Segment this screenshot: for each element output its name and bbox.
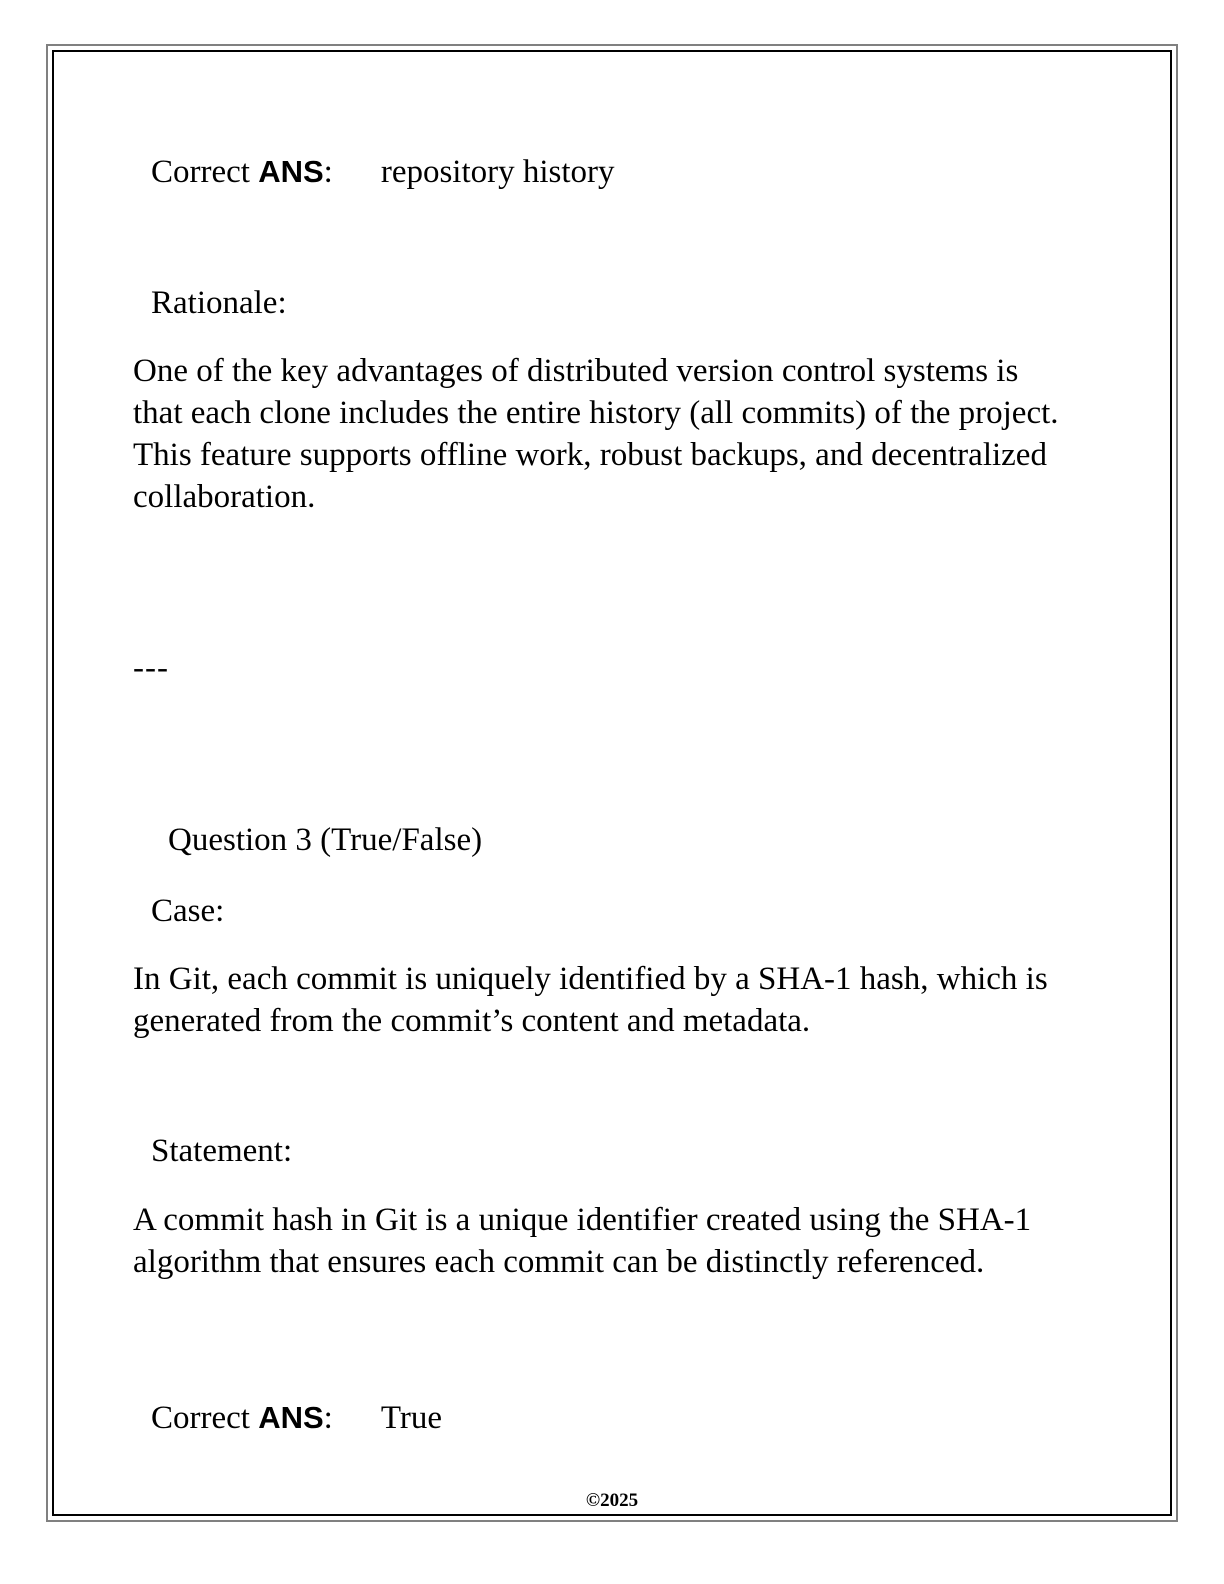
correct-answer-3 (151, 1396, 1073, 1441)
rationale-text: One of the key advantages of distributed version control systems is that each clone includes the entire history (all commits) of the project. This feature supports offline work, robust backups, and decentralized collaboration. (133, 353, 1059, 515)
section-divider: --- (133, 649, 169, 686)
correct-answer-1-prefix: Correct (151, 154, 259, 190)
correct-answer-1-value: repository history (380, 154, 615, 190)
question-3-title: Question 3 (True/False) (168, 822, 483, 859)
page-footer-copyright: ©2025 (585, 1490, 639, 1511)
statement-heading: Statement: (151, 1133, 293, 1170)
correct-answer-3-prefix: Correct (151, 1399, 259, 1436)
correct-answer-1-suffix: : (323, 154, 333, 190)
case-text: In Git, each commit is uniquely identified by a SHA-1 hash, which is generated from the commit’s content and metadata. (133, 961, 1048, 1040)
rationale-heading: Rationale: (151, 284, 287, 321)
statement-text: A commit hash in Git is a unique identifier created using the SHA-1 algorithm that ensures each commit can be distinctly referenced. (133, 1201, 1032, 1280)
correct-answer-3-suffix: : (323, 1399, 333, 1436)
page-content (133, 150, 1073, 1440)
case-heading: Case: (151, 892, 225, 929)
correct-answer-1-bold: ANS (258, 154, 324, 189)
correct-answer-1 (151, 150, 1073, 195)
correct-answer-3-bold: ANS (258, 1399, 324, 1435)
correct-answer-3-value: True (380, 1399, 442, 1436)
